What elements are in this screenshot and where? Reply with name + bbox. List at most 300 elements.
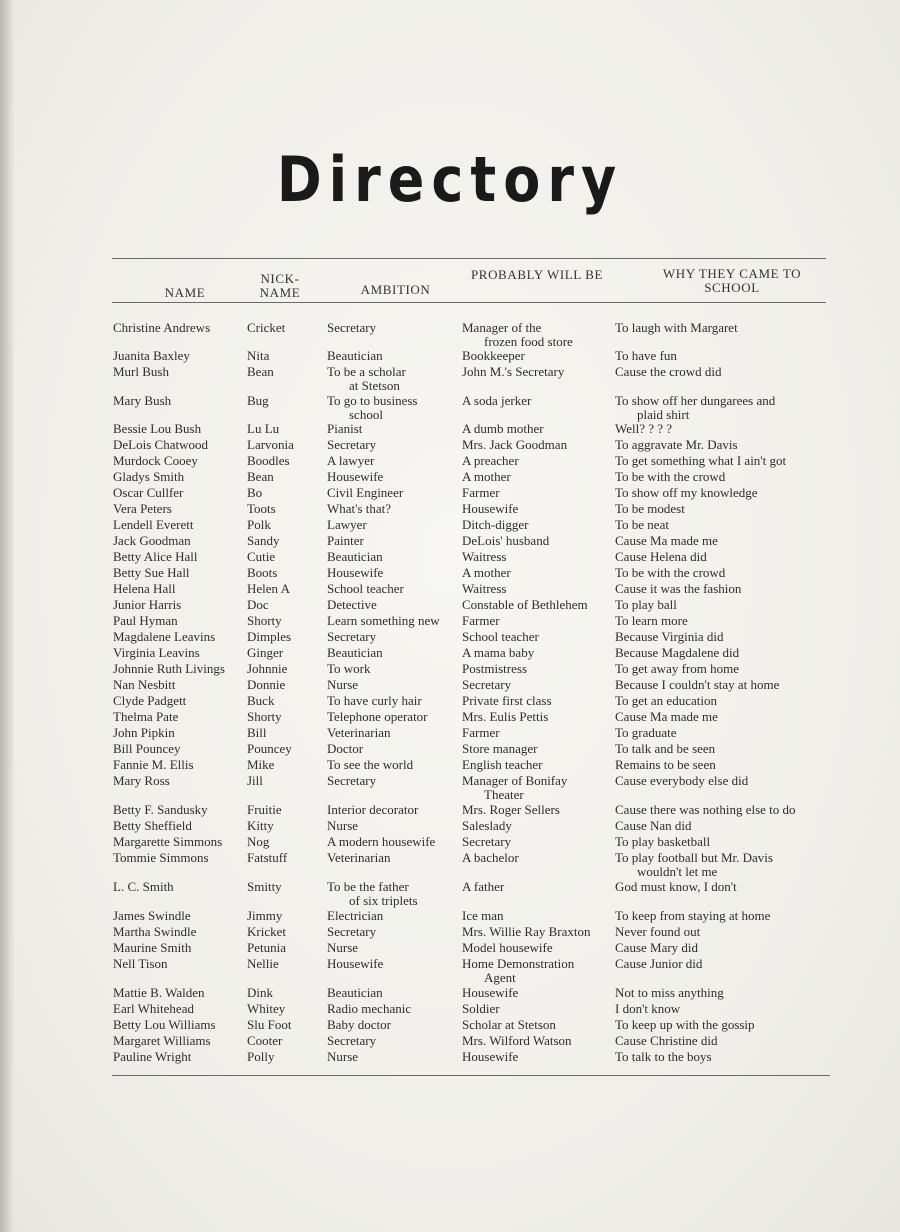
- cell-probably-line: Theater: [484, 787, 524, 802]
- cell-probably: [462, 774, 567, 802]
- cell-probably-line: Mrs. Wilford Watson: [462, 1033, 572, 1048]
- cell-ambition: [327, 819, 358, 833]
- cell-probably-line: Store manager: [462, 741, 538, 756]
- cell-ambition-line: Beautician: [327, 348, 383, 363]
- cell-why-line: wouldn't let me: [637, 864, 718, 879]
- cell-why-line: Cause Mary did: [615, 940, 699, 955]
- cell-ambition: [327, 1018, 391, 1032]
- cell-why-line: To be modest: [615, 501, 685, 516]
- cell-nick: Kitty: [247, 818, 274, 833]
- cell-nick: Petunia: [247, 940, 286, 955]
- cell-ambition: [327, 986, 383, 1000]
- cell-why: [615, 726, 677, 740]
- cell-nick: Shorty: [247, 709, 282, 724]
- cell-probably-line: Secretary: [462, 834, 512, 849]
- cell-name: Betty Alice Hall: [113, 549, 198, 564]
- cell-probably-line: Home Demonstration: [462, 956, 575, 971]
- cell-ambition-line: Secretary: [327, 773, 377, 788]
- cell-nick: Donnie: [247, 677, 286, 692]
- cell-nick: Kricket: [247, 924, 286, 939]
- cell-why-line: Because Virginia did: [615, 629, 724, 644]
- cell-why-line: I don't know: [615, 1001, 681, 1016]
- cell-probably: [462, 598, 588, 612]
- cell-probably-line: Model housewife: [462, 940, 553, 955]
- cell-probably-line: Mrs. Eulis Pettis: [462, 709, 549, 724]
- cell-why: [615, 630, 724, 644]
- cell-probably: [462, 726, 500, 740]
- cell-probably: [462, 835, 511, 849]
- cell-ambition: [327, 566, 383, 580]
- cell-why: [615, 502, 685, 516]
- cell-ambition: [327, 941, 358, 955]
- cell-why-line: To be with the crowd: [615, 469, 726, 484]
- cell-name: Pauline Wright: [113, 1049, 192, 1064]
- column-header-name: NAME: [164, 285, 206, 300]
- cell-probably-line: Mrs. Willie Ray Braxton: [462, 924, 591, 939]
- cell-probably-line: A bachelor: [462, 850, 519, 865]
- cell-nick: Bean: [247, 469, 274, 484]
- cell-nick: Nita: [247, 348, 270, 363]
- cell-ambition-line: Secretary: [327, 924, 377, 939]
- cell-name: Nell Tison: [113, 956, 168, 971]
- cell-ambition: [327, 534, 364, 548]
- cell-ambition: [327, 422, 362, 436]
- cell-name: Oscar Cullfer: [113, 485, 184, 500]
- cell-probably-line: A mama baby: [462, 645, 535, 660]
- cell-name: Margarette Simmons: [113, 834, 223, 849]
- cell-probably: [462, 986, 518, 1000]
- cell-probably-line: DeLois' husband: [462, 533, 550, 548]
- cell-nick: Shorty: [247, 613, 282, 628]
- cell-why-line: Remains to be seen: [615, 757, 716, 772]
- page-title: Directory: [276, 143, 624, 216]
- cell-probably-line: Saleslady: [462, 818, 512, 833]
- cell-nick: Mike: [247, 757, 275, 772]
- cell-ambition-line: Beautician: [327, 549, 383, 564]
- cell-why-line: To laugh with Margaret: [615, 320, 738, 335]
- cell-ambition: [327, 518, 367, 532]
- cell-why: [615, 486, 758, 500]
- cell-ambition-line: Learn something new: [327, 613, 440, 628]
- cell-probably-line: Ice man: [462, 908, 504, 923]
- cell-name: DeLois Chatwood: [113, 437, 208, 452]
- cell-ambition-line: Secretary: [327, 437, 377, 452]
- cell-ambition: [327, 365, 406, 393]
- cell-name: Junior Harris: [113, 597, 182, 612]
- cell-probably-line: Postmistress: [462, 661, 528, 676]
- cell-probably-line: Waitress: [462, 549, 507, 564]
- cell-why-line: To play basketball: [615, 834, 711, 849]
- cell-name: Virginia Leavins: [113, 645, 200, 660]
- column-header-nickname-line-2: NAME: [259, 285, 301, 300]
- cell-ambition-line: Secretary: [327, 320, 377, 335]
- cell-ambition-line: Housewife: [327, 956, 384, 971]
- cell-name: Nan Nesbitt: [113, 677, 176, 692]
- cell-ambition: [327, 925, 376, 939]
- cell-nick: Sandy: [247, 533, 280, 548]
- cell-probably-line: Scholar at Stetson: [462, 1017, 556, 1032]
- cell-why: [615, 321, 738, 335]
- cell-ambition: [327, 758, 413, 772]
- cell-name: Earl Whitehead: [113, 1001, 194, 1016]
- cell-why: [615, 349, 677, 363]
- cell-probably: [462, 454, 519, 468]
- cell-probably-line: Farmer: [462, 485, 500, 500]
- column-header-ambition: AMBITION: [360, 282, 431, 297]
- cell-name: Mary Ross: [113, 773, 170, 788]
- cell-probably: [462, 941, 553, 955]
- cell-why: [615, 925, 700, 939]
- cell-why-line: Cause Ma made me: [615, 709, 718, 724]
- cell-nick: Smitty: [247, 879, 282, 894]
- cell-ambition: [327, 726, 391, 740]
- cell-probably: [462, 502, 518, 516]
- column-header-why-line-1: WHY THEY CAME TO: [662, 266, 802, 281]
- cell-probably: [462, 925, 591, 939]
- cell-name: James Swindle: [113, 908, 191, 923]
- cell-probably-line: Soldier: [462, 1001, 500, 1016]
- cell-why: [615, 678, 779, 692]
- cell-probably: [462, 1018, 556, 1032]
- cell-name: Betty Sheffield: [113, 818, 192, 833]
- cell-probably-line: A dumb mother: [462, 421, 544, 436]
- cell-nick: Cutie: [247, 549, 276, 564]
- cell-ambition-line: at Stetson: [349, 378, 400, 393]
- cell-nick: Nog: [247, 834, 270, 849]
- cell-probably: [462, 349, 525, 363]
- cell-ambition: [327, 742, 363, 756]
- cell-why: [615, 662, 739, 676]
- cell-why-line: Because I couldn't stay at home: [615, 677, 780, 692]
- cell-probably-line: Waitress: [462, 581, 507, 596]
- cell-nick: Jill: [247, 773, 263, 788]
- cell-name: Clyde Padgett: [113, 693, 187, 708]
- cell-probably: [462, 614, 500, 628]
- cell-ambition-line: Secretary: [327, 1033, 377, 1048]
- cell-probably: [462, 909, 504, 923]
- cell-name: Vera Peters: [113, 501, 172, 516]
- cell-name: John Pipkin: [113, 725, 175, 740]
- cell-why-line: Cause everybody else did: [615, 773, 749, 788]
- cell-ambition-line: School teacher: [327, 581, 404, 596]
- cell-probably-line: Mrs. Jack Goodman: [462, 437, 568, 452]
- cell-why-line: Cause Helena did: [615, 549, 707, 564]
- cell-why: [615, 566, 725, 580]
- cell-nick: Fatstuff: [247, 850, 288, 865]
- cell-ambition-line: school: [349, 407, 383, 422]
- cell-why: [615, 819, 692, 833]
- cell-probably-line: A mother: [462, 565, 511, 580]
- cell-ambition: [327, 662, 371, 676]
- cell-why-line: Cause Nan did: [615, 818, 692, 833]
- cell-name: Margaret Williams: [113, 1033, 211, 1048]
- cell-nick: Pouncey: [247, 741, 292, 756]
- cell-nick: Buck: [247, 693, 275, 708]
- cell-probably: [462, 550, 506, 564]
- cell-nick: Helen A: [247, 581, 290, 596]
- cell-ambition-line: Interior decorator: [327, 802, 419, 817]
- cell-nick: Boodles: [247, 453, 290, 468]
- cell-ambition-line: of six triplets: [349, 893, 418, 908]
- column-header-probably-will-be: PROBABLY WILL BE: [470, 267, 604, 282]
- cell-ambition-line: Baby doctor: [327, 1017, 391, 1032]
- cell-ambition-line: Housewife: [327, 469, 384, 484]
- cell-ambition: [327, 710, 428, 724]
- cell-ambition: [327, 880, 418, 908]
- cell-why-line: To get an education: [615, 693, 717, 708]
- cell-why: [615, 694, 717, 708]
- cell-why: [615, 986, 724, 1000]
- cell-why: [615, 742, 715, 756]
- cell-probably-line: Bookkeeper: [462, 348, 525, 363]
- cell-why: [615, 710, 718, 724]
- cell-probably: [462, 662, 527, 676]
- cell-nick: Lu Lu: [247, 421, 280, 436]
- cell-why: [615, 941, 698, 955]
- cell-why: [615, 454, 786, 468]
- cell-ambition: [327, 774, 376, 788]
- cell-name: Helena Hall: [113, 581, 176, 596]
- cell-probably: [462, 803, 560, 817]
- cell-ambition-line: Nurse: [327, 677, 359, 692]
- cell-probably: [462, 957, 574, 985]
- cell-name: Thelma Pate: [113, 709, 179, 724]
- cell-name: Mary Bush: [113, 393, 172, 408]
- column-header-why-line-2: SCHOOL: [704, 280, 760, 295]
- cell-ambition-line: Beautician: [327, 645, 383, 660]
- cell-name: Betty Sue Hall: [113, 565, 190, 580]
- cell-nick: Bean: [247, 364, 274, 379]
- cell-nick: Fruitie: [247, 802, 282, 817]
- cell-why-line: plaid shirt: [637, 407, 690, 422]
- cell-why: [615, 803, 796, 817]
- cell-probably-line: Constable of Bethlehem: [462, 597, 588, 612]
- cell-ambition-line: To be a scholar: [327, 364, 406, 379]
- cell-ambition: [327, 694, 422, 708]
- cell-name: Bessie Lou Bush: [113, 421, 202, 436]
- cell-why: [615, 470, 725, 484]
- cell-why-line: To talk to the boys: [615, 1049, 712, 1064]
- cell-probably: [462, 880, 504, 894]
- table-bottom-rule: [112, 1075, 830, 1076]
- cell-why: [615, 518, 669, 532]
- cell-ambition: [327, 957, 383, 971]
- cell-probably: [462, 518, 528, 532]
- cell-probably-line: A preacher: [462, 453, 519, 468]
- cell-why-line: To talk and be seen: [615, 741, 716, 756]
- cell-name: Gladys Smith: [113, 469, 185, 484]
- cell-why: [615, 394, 775, 422]
- cell-probably-line: A soda jerker: [462, 393, 532, 408]
- cell-probably: [462, 646, 534, 660]
- cell-ambition-line: Civil Engineer: [327, 485, 404, 500]
- cell-probably: [462, 566, 511, 580]
- cell-probably-line: A mother: [462, 469, 511, 484]
- cell-ambition: [327, 614, 440, 628]
- cell-nick: Dink: [247, 985, 273, 1000]
- cell-probably: [462, 630, 539, 644]
- cell-name: Paul Hyman: [113, 613, 178, 628]
- cell-why: [615, 614, 688, 628]
- cell-ambition: [327, 851, 391, 865]
- cell-name: Juanita Baxley: [113, 348, 190, 363]
- cell-ambition: [327, 909, 383, 923]
- cell-ambition-line: To see the world: [327, 757, 414, 772]
- cell-name: Magdalene Leavins: [113, 629, 216, 644]
- cell-why-line: To play football but Mr. Davis: [615, 850, 773, 865]
- cell-probably-line: Manager of Bonifay: [462, 773, 568, 788]
- cell-name: Betty Lou Williams: [113, 1017, 216, 1032]
- cell-why: [615, 582, 741, 596]
- cell-ambition-line: Secretary: [327, 629, 377, 644]
- cell-why: [615, 1018, 755, 1032]
- cell-why-line: Well? ? ? ?: [615, 421, 673, 436]
- cell-why: [615, 957, 702, 971]
- cell-probably: [462, 438, 567, 452]
- cell-probably: [462, 582, 506, 596]
- cell-nick: Bo: [247, 485, 263, 500]
- cell-ambition: [327, 470, 383, 484]
- cell-ambition-line: Detective: [327, 597, 377, 612]
- cell-why-line: To keep from staying at home: [615, 908, 771, 923]
- cell-probably: [462, 1034, 572, 1048]
- cell-probably: [462, 394, 531, 408]
- cell-why-line: Cause it was the fashion: [615, 581, 742, 596]
- cell-probably-line: Mrs. Roger Sellers: [462, 802, 560, 817]
- cell-ambition: [327, 349, 383, 363]
- cell-why-line: Never found out: [615, 924, 701, 939]
- cell-name: Jack Goodman: [113, 533, 191, 548]
- cell-ambition-line: Veterinarian: [327, 725, 391, 740]
- cell-why: [615, 365, 722, 379]
- cell-nick: Jimmy: [247, 908, 283, 923]
- cell-probably: [462, 1002, 500, 1016]
- cell-ambition: [327, 598, 377, 612]
- cell-why-line: To be with the crowd: [615, 565, 726, 580]
- cell-name: Lendell Everett: [113, 517, 194, 532]
- cell-nick: Johnnie: [247, 661, 288, 676]
- cell-ambition: [327, 321, 376, 335]
- cell-nick: Polk: [247, 517, 271, 532]
- cell-name: Maurine Smith: [113, 940, 192, 955]
- cell-why: [615, 1034, 718, 1048]
- cell-probably-line: John M.'s Secretary: [462, 364, 565, 379]
- cell-why: [615, 909, 770, 923]
- cell-ambition-line: Electrician: [327, 908, 384, 923]
- cell-why-line: To graduate: [615, 725, 677, 740]
- cell-nick: Whitey: [247, 1001, 286, 1016]
- cell-probably: [462, 534, 549, 548]
- cell-ambition: [327, 550, 383, 564]
- cell-probably-line: English teacher: [462, 757, 543, 772]
- cell-ambition-line: Beautician: [327, 985, 383, 1000]
- cell-ambition: [327, 394, 417, 422]
- cell-name: Bill Pouncey: [113, 741, 181, 756]
- cell-nick: Larvonia: [247, 437, 294, 452]
- cell-probably: [462, 742, 537, 756]
- cell-why-line: To learn more: [615, 613, 688, 628]
- cell-probably: [462, 321, 573, 349]
- cell-name: L. C. Smith: [113, 879, 174, 894]
- cell-why-line: Cause there was nothing else to do: [615, 802, 796, 817]
- cell-ambition: [327, 502, 391, 516]
- column-header-nickname-line-1: NICK-: [260, 271, 300, 286]
- cell-ambition-line: Veterinarian: [327, 850, 391, 865]
- cell-ambition: [327, 678, 358, 692]
- cell-why-line: To be neat: [615, 517, 669, 532]
- cell-probably: [462, 486, 500, 500]
- cell-ambition: [327, 454, 374, 468]
- cell-probably: [462, 365, 564, 379]
- cell-nick: Doc: [247, 597, 269, 612]
- cell-ambition-line: What's that?: [327, 501, 392, 516]
- cell-probably-line: School teacher: [462, 629, 539, 644]
- cell-ambition-line: Telephone operator: [327, 709, 428, 724]
- cell-probably-line: Private first class: [462, 693, 552, 708]
- cell-nick: Toots: [247, 501, 276, 516]
- cell-probably-line: Housewife: [462, 985, 519, 1000]
- cell-ambition-line: To be the father: [327, 879, 409, 894]
- cell-why: [615, 835, 710, 849]
- cell-ambition-line: Housewife: [327, 565, 384, 580]
- cell-ambition: [327, 1002, 411, 1016]
- cell-why: [615, 438, 738, 452]
- cell-nick: Bug: [247, 393, 269, 408]
- cell-ambition: [327, 646, 383, 660]
- cell-probably: [462, 758, 543, 772]
- cell-ambition-line: A modern housewife: [327, 834, 436, 849]
- cell-ambition: [327, 486, 403, 500]
- cell-ambition-line: Pianist: [327, 421, 363, 436]
- cell-probably-line: Secretary: [462, 677, 512, 692]
- cell-probably-line: A father: [462, 879, 505, 894]
- cell-ambition-line: To work: [327, 661, 371, 676]
- cell-probably-line: Agent: [484, 970, 516, 985]
- cell-probably-line: Farmer: [462, 725, 500, 740]
- cell-why-line: Cause Christine did: [615, 1033, 718, 1048]
- cell-why-line: To aggravate Mr. Davis: [615, 437, 738, 452]
- cell-name: Murdock Cooey: [113, 453, 198, 468]
- cell-probably: [462, 1050, 518, 1064]
- cell-ambition: [327, 630, 376, 644]
- cell-name: Fannie M. Ellis: [113, 757, 194, 772]
- cell-ambition-line: A lawyer: [327, 453, 375, 468]
- cell-why-line: To play ball: [615, 597, 677, 612]
- cell-why: [615, 1050, 712, 1064]
- cell-probably: [462, 694, 552, 708]
- cell-why-line: To get away from home: [615, 661, 739, 676]
- cell-why-line: Cause Junior did: [615, 956, 703, 971]
- cell-ambition: [327, 1034, 376, 1048]
- cell-ambition: [327, 1050, 358, 1064]
- cell-ambition-line: Nurse: [327, 818, 359, 833]
- cell-name: Mattie B. Walden: [113, 985, 205, 1000]
- cell-probably: [462, 678, 511, 692]
- cell-ambition-line: Lawyer: [327, 517, 367, 532]
- cell-why-line: God must know, I don't: [615, 879, 737, 894]
- cell-why-line: Cause Ma made me: [615, 533, 718, 548]
- cell-why-line: Cause the crowd did: [615, 364, 722, 379]
- cell-probably-line: Ditch-digger: [462, 517, 529, 532]
- cell-ambition: [327, 582, 404, 596]
- cell-nick: Boots: [247, 565, 278, 580]
- cell-ambition: [327, 438, 376, 452]
- cell-ambition: [327, 835, 435, 849]
- cell-nick: Nellie: [247, 956, 279, 971]
- cell-nick: Bill: [247, 725, 267, 740]
- cell-nick: Cricket: [247, 320, 286, 335]
- cell-probably-line: Manager of the: [462, 320, 542, 335]
